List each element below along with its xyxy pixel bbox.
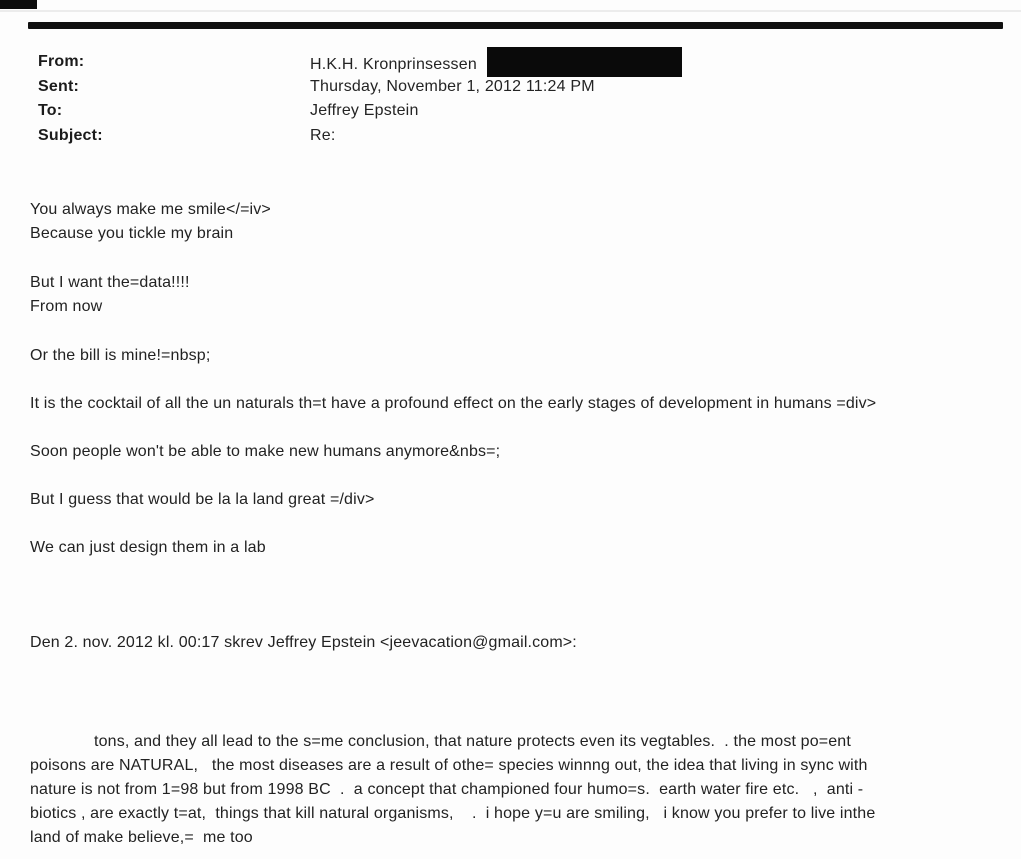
body-line: Soon people won't be able to make new humans anymore&nbs=;	[30, 443, 501, 460]
redaction-bar	[487, 47, 682, 77]
subject-label: Subject:	[38, 127, 103, 145]
body-line: It is the cocktail of all the un naturals th=t have a profound effect on the early stages of development in humans =div>	[30, 395, 877, 412]
header-row-from	[38, 50, 988, 75]
body-paragraph-3	[30, 344, 1015, 368]
header-row-sent	[38, 75, 988, 100]
body-line: You always make me smile</=iv>	[30, 201, 271, 218]
to-label: To:	[38, 102, 63, 120]
body-line: But I want the=data!!!!	[30, 274, 190, 291]
quoted-line: tons, and they all lead to the s=me conclusion, that nature protects even its vegtables. . the most po=ent	[94, 733, 851, 750]
corner-redaction-mark	[0, 0, 37, 9]
to-value: Jeffrey Epstein	[310, 102, 419, 120]
quoted-paragraph	[30, 730, 1015, 850]
sent-value: Thursday, November 1, 2012 11:24 PM	[310, 77, 595, 95]
body-paragraph-4	[30, 392, 1015, 416]
from-value	[310, 50, 682, 75]
quote-attribution-line: Den 2. nov. 2012 kl. 00:17 skrev Jeffrey Epstein <jeevacation@gmail.com>:	[30, 634, 577, 651]
header-row-subject	[38, 124, 988, 149]
quoted-line: biotics , are exactly t=at, things that kill natural organisms, . i hope y=u are smiling, i know you prefer to live inthe	[30, 805, 876, 822]
body-line: Because you tickle my brain	[30, 225, 234, 242]
body-line: We can just design them in a lab	[30, 539, 266, 556]
from-label: From:	[38, 53, 85, 70]
email-header	[38, 50, 988, 149]
quote-attribution	[30, 631, 1015, 655]
subject-value: Re:	[310, 127, 336, 145]
body-line: Or the bill is mine!=nbsp;	[30, 347, 211, 364]
header-row-to	[38, 99, 988, 124]
body-paragraph-6	[30, 488, 1015, 512]
sent-label: Sent:	[38, 77, 79, 95]
body-paragraph-1	[30, 198, 1015, 246]
body-line: From now	[30, 298, 103, 315]
body-paragraph-5	[30, 440, 1015, 464]
sender-name: H.K.H. Kronprinsessen	[310, 56, 477, 74]
quoted-line: poisons are NATURAL, the most diseases are a result of othe= species winnng out, the idea that living in sync with	[30, 757, 868, 774]
quoted-line: land of make believe,= me too	[30, 829, 253, 846]
scan-artifact-line	[0, 10, 1021, 12]
body-line: But I guess that would be la la land great =/div>	[30, 491, 375, 508]
header-divider-rule	[28, 22, 1003, 29]
body-paragraph-7	[30, 536, 1015, 560]
quoted-line: nature is not from 1=98 but from 1998 BC . a concept that championed four humo=s. earth water fire etc. , anti -	[30, 781, 864, 798]
body-paragraph-2	[30, 271, 1015, 319]
